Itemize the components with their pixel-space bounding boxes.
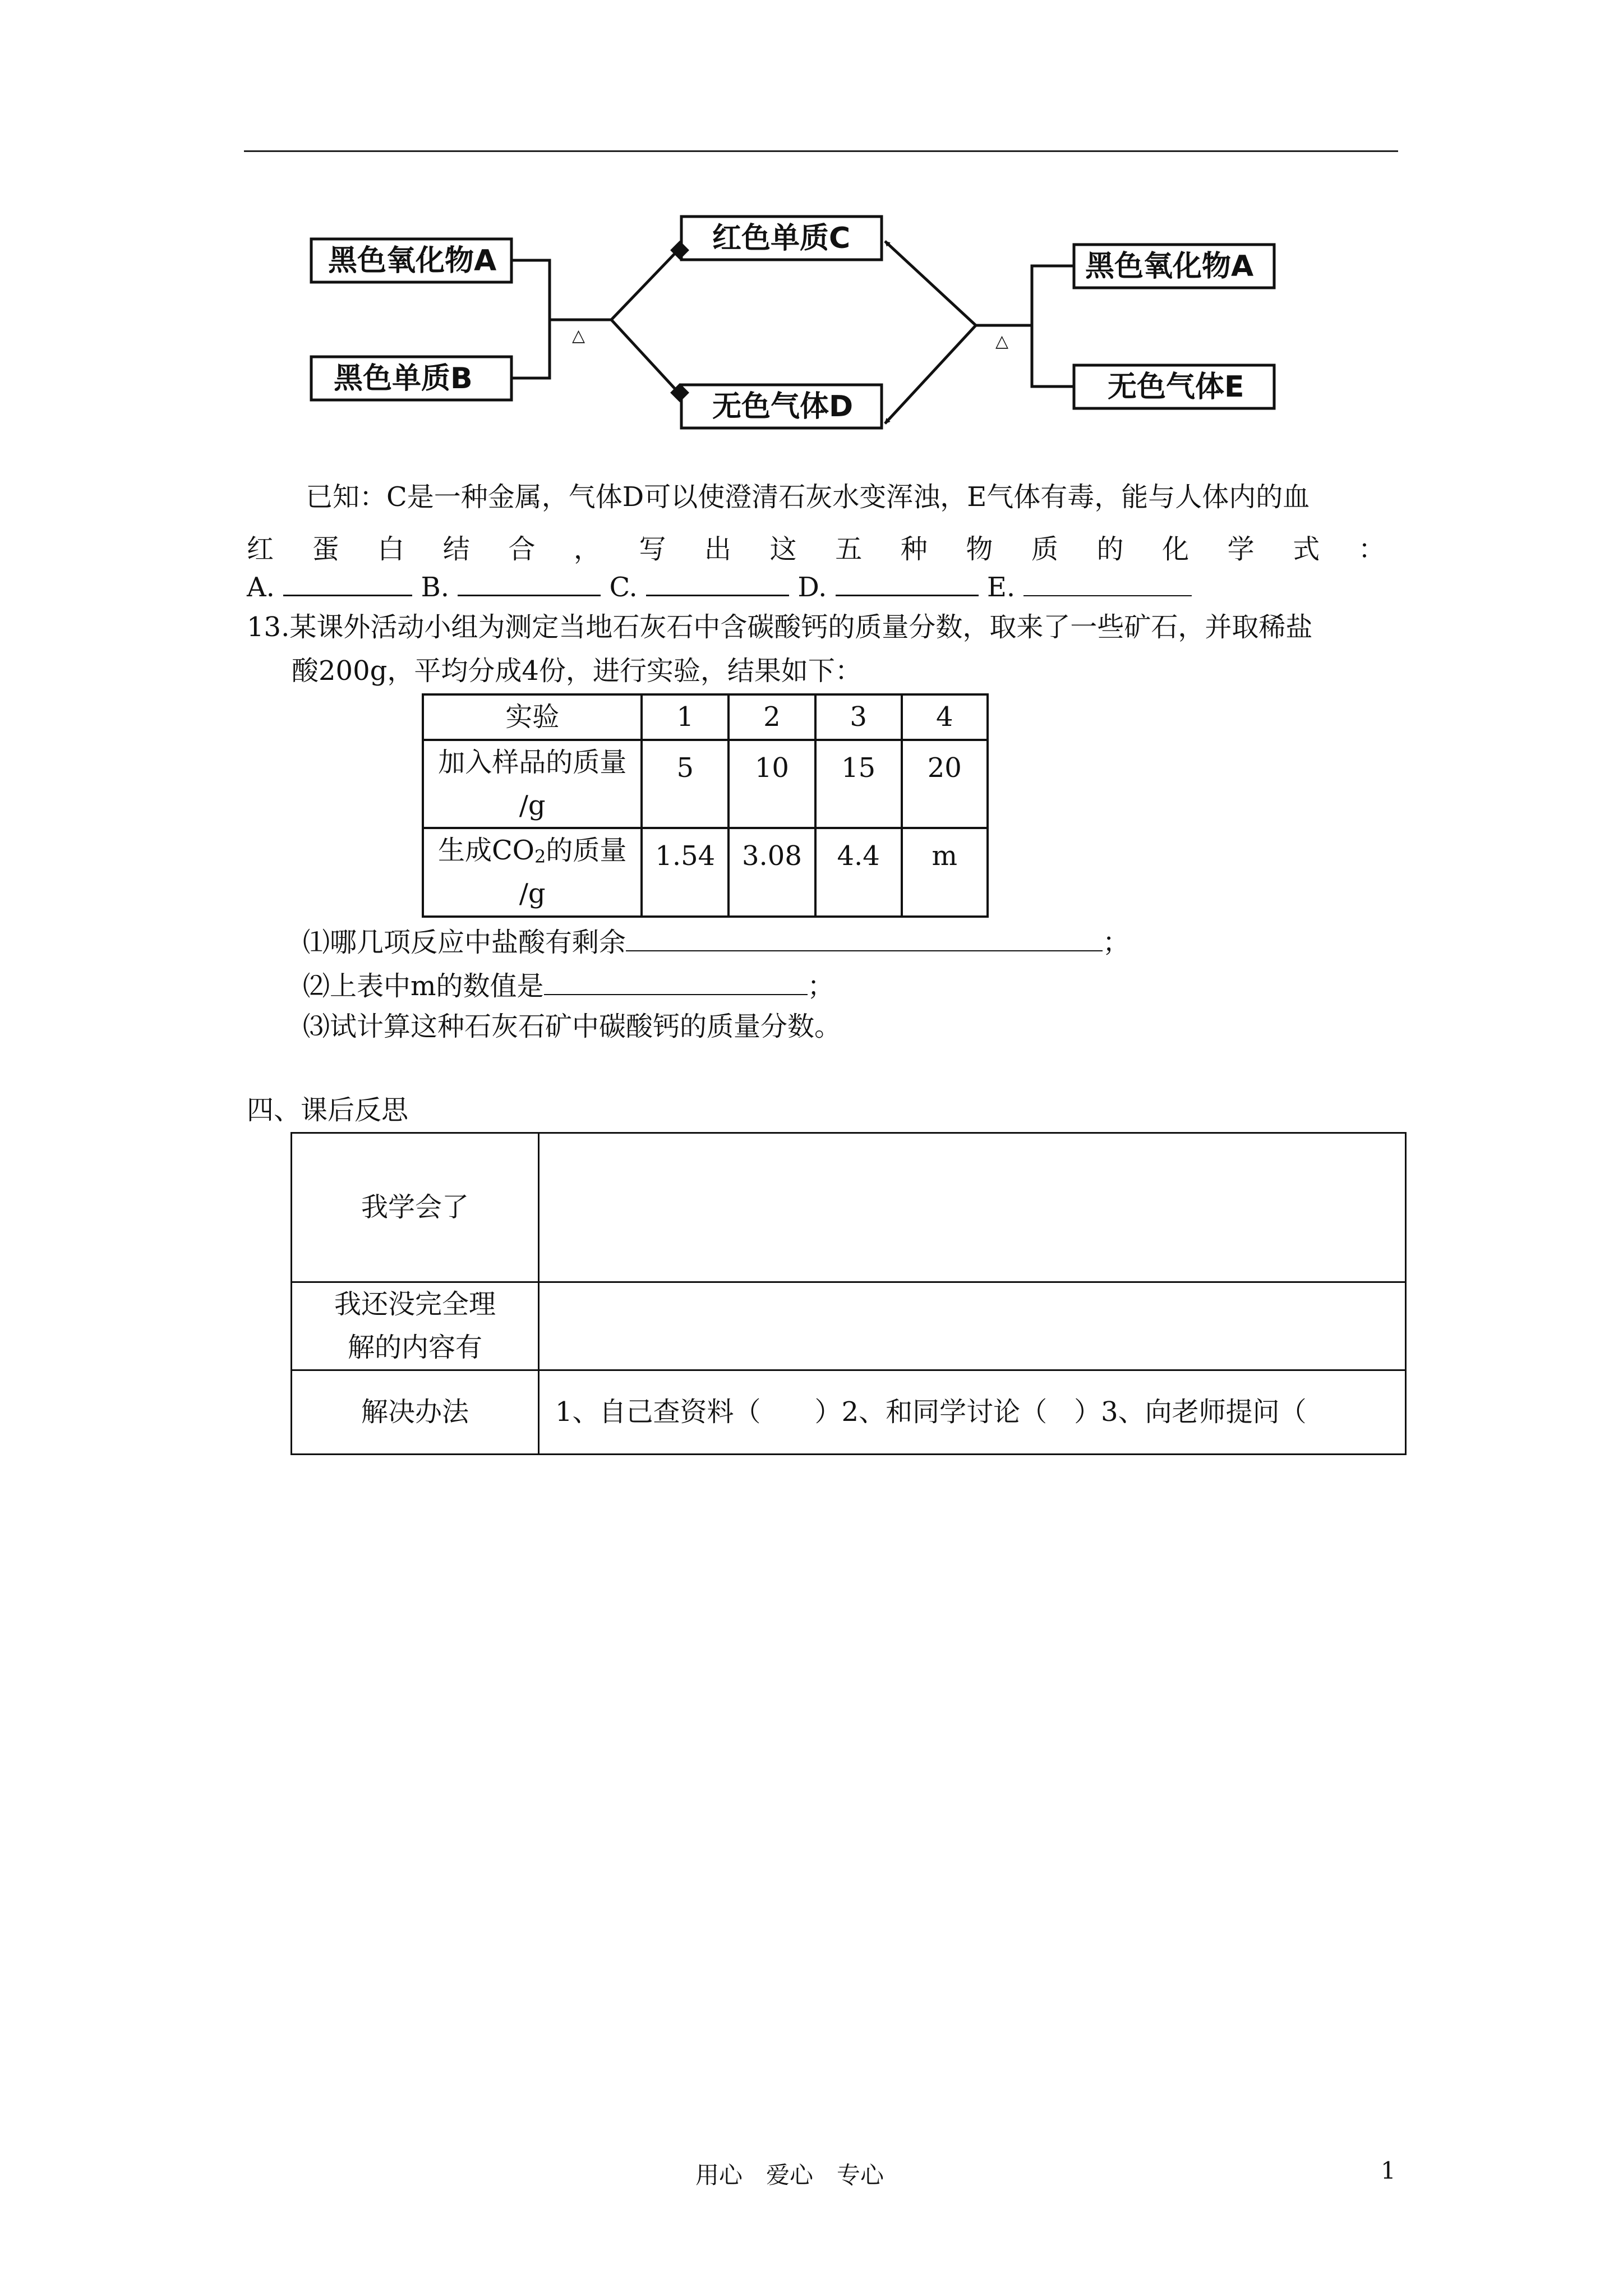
- q12-instruction-char: 结: [442, 533, 470, 565]
- table-row: [292, 1370, 1406, 1455]
- q12-instruction-char: 出: [704, 533, 732, 565]
- table-row: [423, 828, 988, 917]
- q13-sub1-end: ；: [1103, 927, 1130, 958]
- q13-sub2-blank[interactable]: [544, 969, 808, 995]
- q13-results-table: [422, 693, 989, 918]
- q13-sub1-blank[interactable]: [626, 926, 1103, 951]
- q13-stem-line2: 酸200g，平均分成4份，进行实验，结果如下：: [292, 655, 862, 687]
- q12-instruction-char: 写: [639, 533, 666, 565]
- diagram-left-top-label: 黑色氧化物A: [328, 244, 497, 278]
- table-row: [292, 1282, 1406, 1370]
- table-row: [423, 694, 988, 740]
- q12-instruction-char: 种: [900, 533, 928, 565]
- q13-sub1: [303, 926, 1129, 956]
- table-header-label: 实验: [423, 694, 642, 740]
- row-label-pre: 生成CO: [437, 835, 535, 867]
- row-label-unit: /g: [519, 878, 546, 910]
- row-label-line: [424, 829, 640, 872]
- table-cell: 10: [728, 740, 815, 829]
- q12-answer-line: [247, 570, 1192, 601]
- table-header-exp: 4: [902, 694, 988, 740]
- table-cell: 1.54: [642, 828, 728, 917]
- row-label-unit: /g: [519, 789, 546, 821]
- table-header-exp: 2: [728, 694, 815, 740]
- diagram-center-bottom-label: 无色气体D: [712, 390, 854, 424]
- reflection-label: [292, 1282, 539, 1370]
- answer-label-d: D.: [797, 572, 827, 603]
- row-label-line: 加入样品的质量: [438, 746, 627, 778]
- reflection-label-line: 解的内容有: [347, 1332, 482, 1363]
- answer-blank-e[interactable]: [1023, 570, 1192, 596]
- q12-instruction-char: 合: [508, 533, 536, 565]
- q12-instruction-char: 化: [1162, 533, 1189, 565]
- answer-label-b: B.: [421, 572, 449, 603]
- q12-instruction-char: 红: [247, 533, 274, 565]
- table-row: [292, 1133, 1406, 1282]
- q13-sub3: ⑶试计算这种石灰石矿中碳酸钙的质量分数。: [303, 1011, 842, 1042]
- table-cell: 5: [642, 740, 728, 829]
- reflection-content-learned[interactable]: [539, 1133, 1406, 1282]
- row-label-post: 的质量: [546, 835, 627, 867]
- reflection-label: 解决办法: [292, 1370, 539, 1455]
- q12-instruction-char: 式: [1293, 533, 1320, 565]
- table-cell: m: [902, 828, 988, 917]
- q13-sub2-end: ；: [807, 970, 834, 1002]
- q12-instruction-char: 这: [769, 533, 797, 565]
- table-cell: 20: [902, 740, 988, 829]
- q13-stem-line1: 13.某课外活动小组为测定当地石灰石中含碳酸钙的质量分数，取来了一些矿石，并取稀盐: [247, 611, 1313, 643]
- diagram-right-bottom-label: 无色气体E: [1108, 370, 1244, 404]
- q12-instruction-char: 五: [835, 533, 863, 565]
- reflection-label: 我学会了: [292, 1133, 539, 1282]
- q12-instruction-char: 学: [1227, 533, 1255, 565]
- answer-label-e: E.: [986, 572, 1016, 603]
- reflection-label-line: 我还没完全理: [334, 1289, 496, 1320]
- table-cell: 15: [815, 740, 902, 829]
- q12-instruction-line: [247, 527, 1385, 566]
- answer-label-c: C.: [609, 572, 638, 603]
- table-cell: 4.4: [815, 828, 902, 917]
- answer-blank-c[interactable]: [646, 570, 789, 596]
- table-header-exp: 1: [642, 694, 728, 740]
- heat-symbol-right: △: [995, 332, 1009, 351]
- row-label-subscript: 2: [534, 846, 546, 868]
- q12-instruction-char: 物: [966, 533, 993, 565]
- table-header-exp: 3: [815, 694, 902, 740]
- diagram-right-top-label: 黑色氧化物A: [1085, 250, 1254, 283]
- page-number: 1: [1381, 2157, 1396, 2184]
- q12-instruction-char: 质: [1031, 533, 1058, 565]
- table-cell: 3.08: [728, 828, 815, 917]
- heat-symbol-left: △: [572, 326, 585, 346]
- table-row-label: [423, 828, 642, 917]
- answer-blank-d[interactable]: [836, 570, 979, 596]
- q12-instruction-char: ：: [1358, 533, 1385, 565]
- answer-label-a: A.: [247, 572, 275, 603]
- answer-blank-a[interactable]: [283, 570, 412, 596]
- reflection-table: [291, 1132, 1407, 1455]
- q12-instruction-char: 的: [1096, 533, 1124, 565]
- reflection-solutions: 1、自己查资料（ ）2、和同学讨论（ ）3、向老师提问（: [539, 1370, 1406, 1455]
- table-row: [423, 740, 988, 829]
- q12-known-line: 已知：C是一种金属，气体D可以使澄清石灰水变浑浊，E气体有毒，能与人体内的血: [306, 481, 1310, 513]
- q13-sub2-text: ⑵上表中m的数值是: [303, 970, 544, 1002]
- reaction-diagram: [0, 0, 1623, 449]
- section4-title: 四、课后反思: [247, 1094, 409, 1126]
- diagram-center-top-label: 红色单质C: [712, 222, 851, 255]
- answer-blank-b[interactable]: [458, 570, 601, 596]
- footer-motto: 用心 爱心 专心: [695, 2161, 884, 2189]
- q12-instruction-char: 蛋: [312, 533, 339, 565]
- table-row-label: [423, 740, 642, 829]
- reflection-content-unclear[interactable]: [539, 1282, 1406, 1370]
- q12-instruction-char: ，: [573, 533, 601, 565]
- q13-sub2: [303, 969, 834, 1000]
- q12-instruction-char: 白: [377, 533, 405, 565]
- diagram-left-bottom-label: 黑色单质B: [334, 362, 473, 395]
- q13-sub1-text: ⑴哪几项反应中盐酸有剩余: [303, 927, 626, 958]
